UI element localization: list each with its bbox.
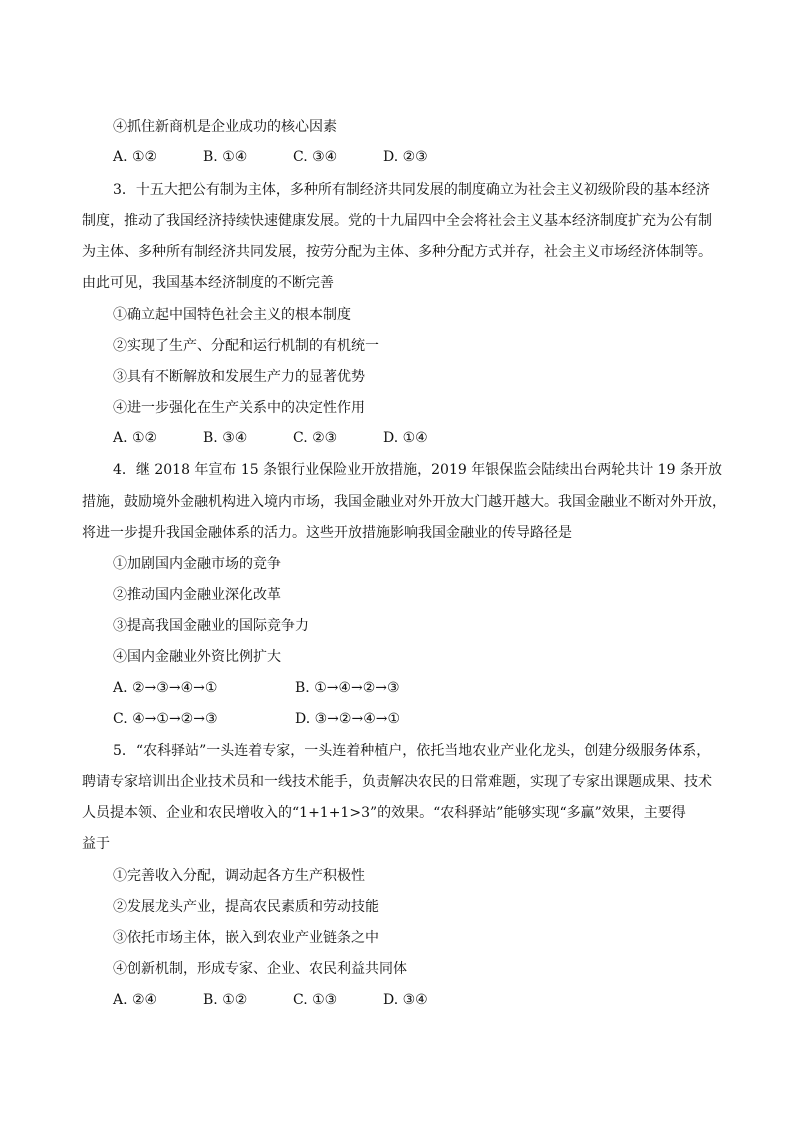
q5-option-b: B. ①② bbox=[203, 992, 248, 1008]
q3-item-1: ①确立起中国特色社会主义的根本制度 bbox=[113, 307, 351, 323]
q4-stem-line-1: 4．继 2018 年宣布 15 条银行业保险业开放措施，2019 年银保监会陆续出台两轮共计 19 条开放 bbox=[113, 462, 722, 478]
q5-stem-line-1: 5．“农科驿站”一头连着专家，一头连着种植户，依托当地农业产业化龙头，创建分级服务体系， bbox=[113, 743, 711, 759]
q5-option-a: A. ②④ bbox=[113, 992, 158, 1008]
q4-stem-line-3: 将进一步提升我国金融体系的活力。这些开放措施影响我国金融业的传导路径是 bbox=[82, 525, 572, 541]
q5-item-2: ②发展龙头产业，提高农民素质和劳动技能 bbox=[113, 899, 379, 915]
q2-options bbox=[113, 147, 473, 167]
q4-item-3: ③提高我国金融业的国际竞争力 bbox=[113, 618, 309, 634]
q2-option-b: B. ①④ bbox=[203, 149, 248, 165]
q3-option-a: A. ①② bbox=[113, 430, 158, 446]
q4-item-1: ①加剧国内金融市场的竞争 bbox=[113, 556, 281, 572]
q4-item-4: ④国内金融业外资比例扩大 bbox=[113, 649, 281, 665]
q3-stem-line-3: 为主体、多种所有制经济共同发展，按劳分配为主体、多种分配方式并存，社会主义市场经济体制等。 bbox=[82, 244, 712, 260]
q4-option-d: D. ③→②→④→① bbox=[295, 711, 401, 727]
q3-item-2: ②实现了生产、分配和运行机制的有机统一 bbox=[113, 338, 379, 354]
q5-item-4: ④创新机制，形成专家、企业、农民利益共同体 bbox=[113, 961, 407, 977]
q3-option-b: B. ③④ bbox=[203, 430, 248, 446]
q5-options bbox=[113, 990, 473, 1010]
q4-options-row-2 bbox=[113, 709, 477, 729]
q4-stem-line-2: 措施，鼓励境外金融机构进入境内市场，我国金融业对外开放大门越开越大。我国金融业不断对外开放， bbox=[82, 494, 726, 510]
q3-item-3: ③具有不断解放和发展生产力的显著优势 bbox=[113, 369, 365, 385]
q5-stem-line-2: 聘请专家培训出企业技术员和一线技术能手，负责解决农民的日常难题，实现了专家出课题成果、技术 bbox=[82, 774, 712, 790]
q2-option-a: A. ①② bbox=[113, 149, 158, 165]
q4-options-row-1 bbox=[113, 678, 477, 698]
q4-option-a: A. ②→③→④→① bbox=[113, 680, 218, 696]
q3-stem-line-2: 制度，推动了我国经济持续快速健康发展。党的十九届四中全会将社会主义基本经济制度扩充为公有制 bbox=[82, 213, 712, 229]
q2-option-d: D. ②③ bbox=[383, 149, 428, 165]
q5-item-1: ①完善收入分配，调动起各方生产积极性 bbox=[113, 868, 365, 884]
q5-stem-line-4: 益于 bbox=[82, 836, 110, 852]
q5-option-c: C. ①③ bbox=[293, 992, 338, 1008]
q4-item-2: ②推动国内金融业深化改革 bbox=[113, 587, 281, 603]
q3-options bbox=[113, 428, 473, 448]
q5-stem-line-3: 人员提本领、企业和农民增收入的“1+1+1>3”的效果。“农科驿站”能够实现“多赢”效果，主要得 bbox=[82, 805, 686, 821]
q3-stem-line-4: 由此可见，我国基本经济制度的不断完善 bbox=[82, 275, 334, 291]
q3-stem-line-1: 3．十五大把公有制为主体，多种所有制经济共同发展的制度确立为社会主义初级阶段的基本经济 bbox=[113, 182, 710, 198]
q3-option-d: D. ①④ bbox=[383, 430, 428, 446]
q4-option-b: B. ①→④→②→③ bbox=[295, 680, 400, 696]
q5-item-3: ③依托市场主体，嵌入到农业产业链条之中 bbox=[113, 930, 379, 946]
q5-option-d: D. ③④ bbox=[383, 992, 428, 1008]
q3-option-c: C. ②③ bbox=[293, 430, 338, 446]
q2-option-c: C. ③④ bbox=[293, 149, 338, 165]
q4-option-c: C. ④→①→②→③ bbox=[113, 711, 218, 727]
q2-item-4: ④抓住新商机是企业成功的核心因素 bbox=[113, 119, 337, 135]
q3-item-4: ④进一步强化在生产关系中的决定性作用 bbox=[113, 400, 365, 416]
